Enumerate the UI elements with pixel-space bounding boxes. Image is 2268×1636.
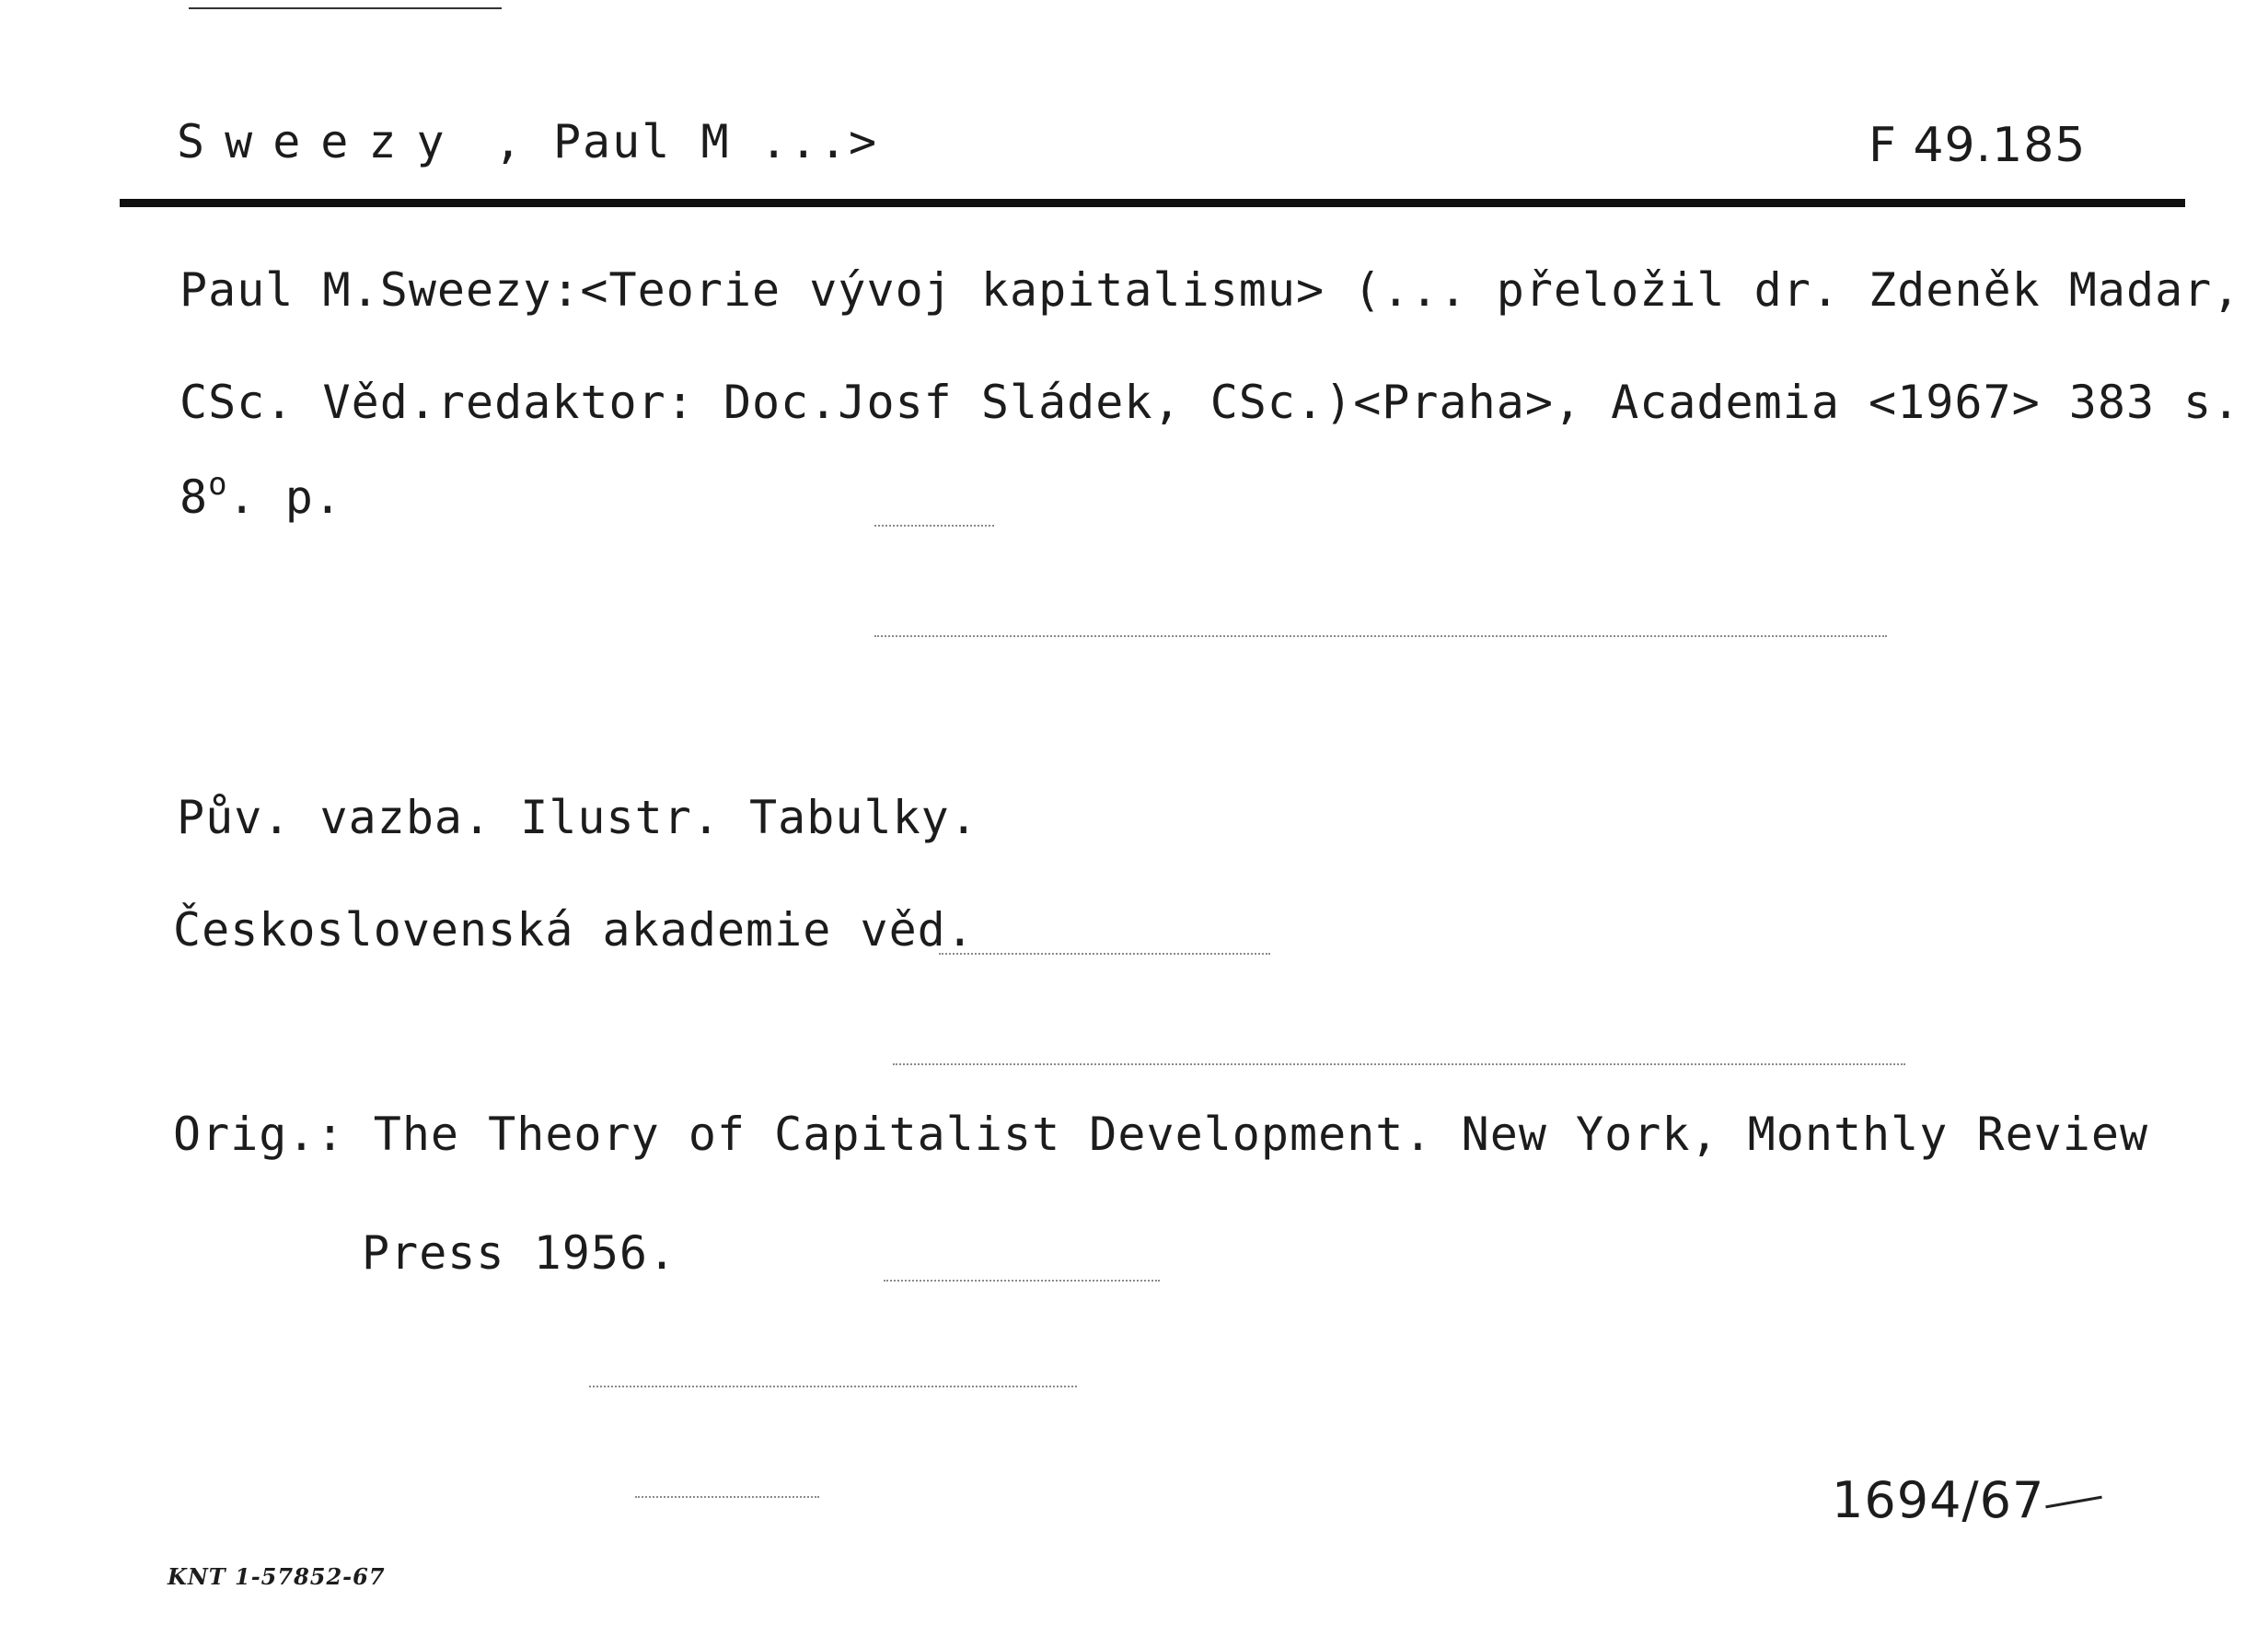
author-heading <box>177 114 878 169</box>
top-edge-line <box>189 7 502 9</box>
note-binding: Pův. vazba. Ilustr. Tabulky. <box>177 791 978 844</box>
author-surname: Sweezy <box>177 115 465 168</box>
heading-rule <box>120 199 2185 207</box>
dotted-fill-7 <box>635 1496 819 1498</box>
dotted-fill-4 <box>893 1063 1905 1065</box>
shelf-mark: F 49.185 <box>1869 118 2087 173</box>
entry-line-3 <box>179 466 343 525</box>
dotted-fill-6 <box>589 1386 1077 1387</box>
original-title-line-2: Press 1956. <box>362 1226 677 1280</box>
author-given-name: , Paul M ...> <box>493 115 879 168</box>
format-superscript: o <box>208 466 228 503</box>
format-rest: . p. <box>227 470 343 524</box>
accession-number: 1694/67 <box>1832 1471 2045 1529</box>
entry-line-2: CSc. Věd.redaktor: Doc.Josf Sládek, CSc.)<Praha>, Academia <1967> 383 s. <box>179 376 2241 429</box>
format-number: 8 <box>179 470 209 524</box>
dotted-fill-2 <box>874 635 1887 637</box>
dotted-fill-5 <box>884 1280 1160 1282</box>
note-institution: Československá akademie věd. <box>173 903 975 957</box>
dotted-fill-1 <box>874 525 994 527</box>
dotted-fill-3 <box>939 953 1270 955</box>
entry-line-1: Paul M.Sweezy:<Teorie vývoj kapitalismu> (... přeložil dr. Zdeněk Madar, <box>179 263 2241 317</box>
original-title-line-1: Orig.: The Theory of Capitalist Development. New York, Monthly Review <box>173 1108 2149 1161</box>
print-code: KNT 1-57852-67 <box>168 1563 386 1590</box>
accession-dash <box>2045 1496 2102 1509</box>
